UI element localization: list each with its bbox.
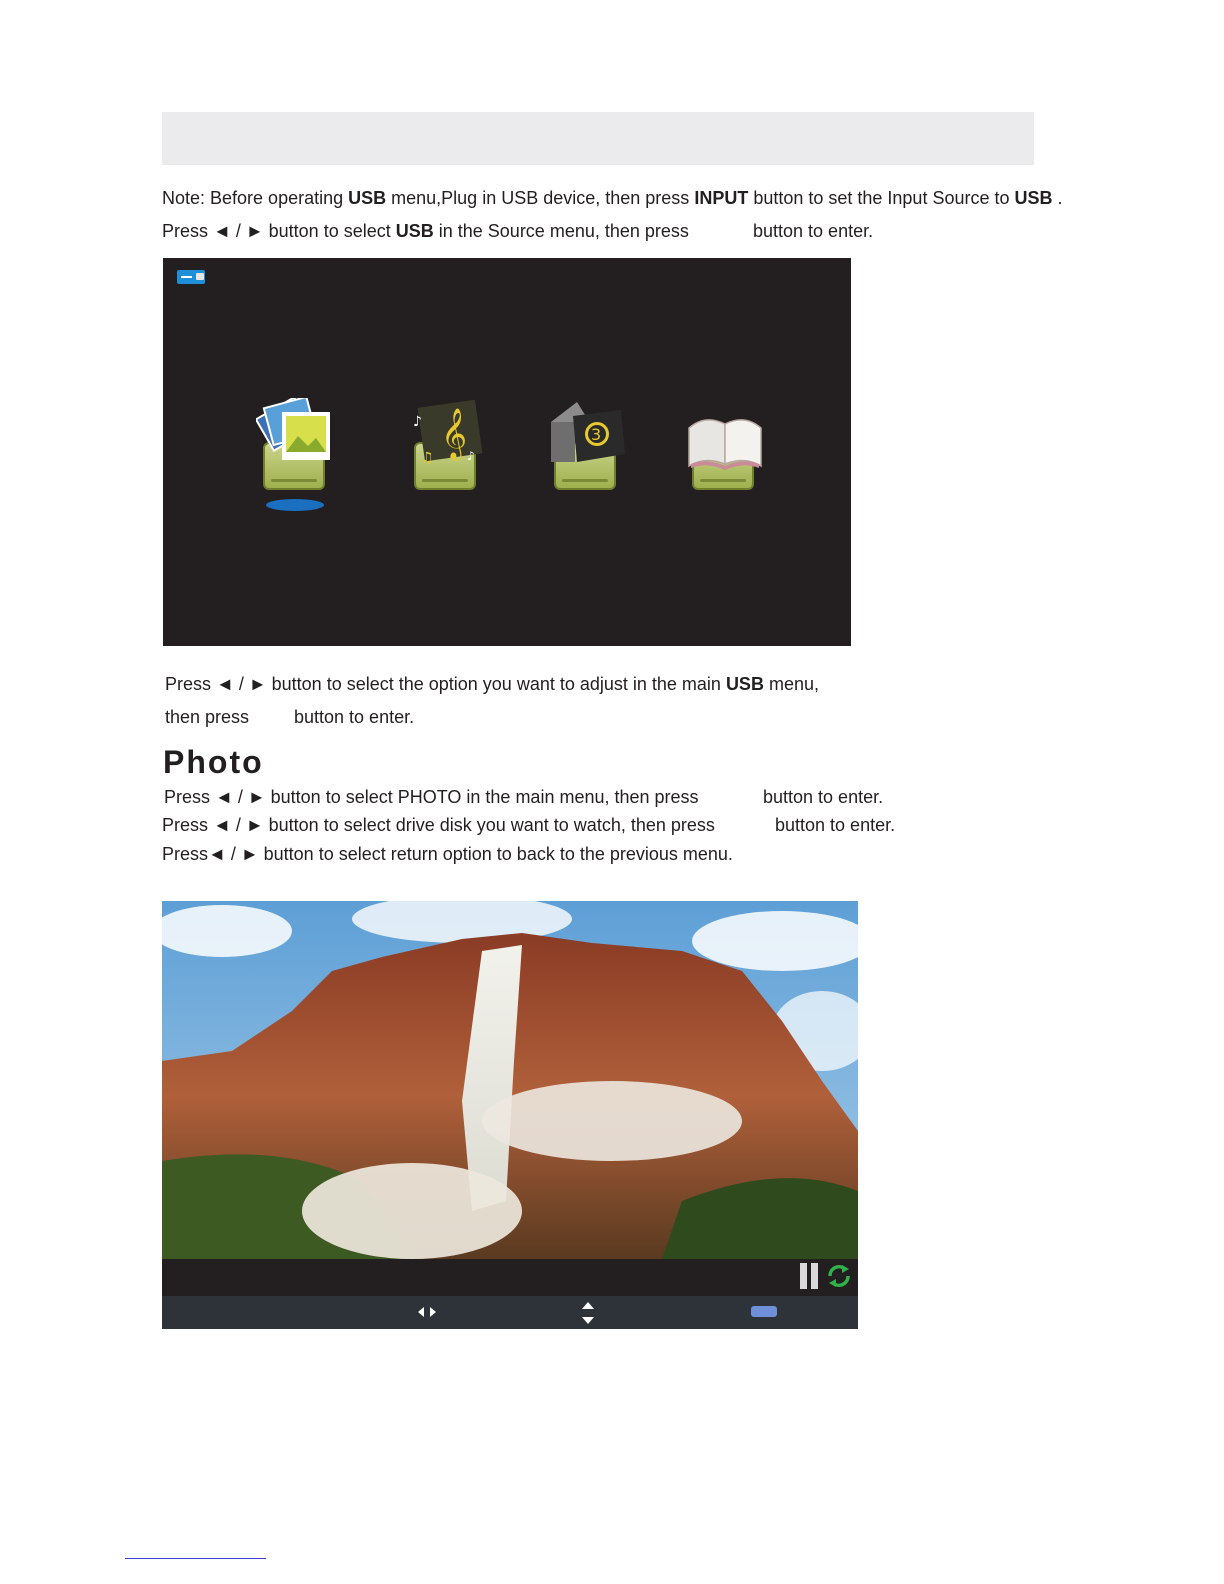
note-line: Note: Before operating USB menu,Plug in USB device, then press INPUT button to set the Input Source to USB . (162, 188, 1063, 208)
svg-text:♪: ♪ (467, 449, 475, 463)
usb-menu-screen (163, 258, 851, 646)
header-band (162, 112, 1034, 165)
source-instruction-end: button to enter. (753, 221, 874, 241)
waterfall-photo (162, 901, 858, 1259)
svg-text:♪: ♪ (413, 414, 422, 430)
footer-rule (125, 1558, 266, 1559)
photo-line-2-end: button to enter. (775, 815, 896, 835)
blue-key-icon (751, 1306, 777, 1317)
menu-item-photo[interactable] (256, 398, 336, 498)
source-instruction-line: Press ◄ / ► button to select USB in the Source menu, then press (162, 221, 689, 241)
menu-item-music[interactable] (407, 398, 487, 498)
movie-icon (547, 398, 627, 478)
book-icon (685, 398, 765, 478)
photo-viewer-screen (162, 901, 858, 1329)
photo-line-1-end: button to enter. (763, 787, 884, 807)
music-icon (407, 398, 487, 478)
photo-line-1: Press ◄ / ► button to select PHOTO in the main menu, then press (164, 787, 699, 807)
photo-icon (256, 398, 336, 478)
up-down-arrows-icon (580, 1301, 596, 1325)
photo-line-3: Press◄ / ► button to select return option to back to the previous menu. (162, 844, 733, 864)
left-right-arrows-icon (416, 1305, 438, 1319)
svg-text:3: 3 (591, 425, 602, 444)
menu-item-text[interactable] (685, 398, 765, 498)
svg-text:♫: ♫ (421, 450, 434, 466)
pause-icon[interactable] (800, 1263, 820, 1289)
info-bar (162, 1259, 858, 1296)
usb-source-icon (177, 270, 205, 284)
repeat-icon[interactable] (826, 1263, 852, 1289)
main-menu-line-2-end: button to enter. (294, 707, 415, 727)
svg-text:𝄞: 𝄞 (441, 408, 468, 459)
selection-indicator (266, 499, 324, 511)
main-menu-line: Press ◄ / ► button to select the option you want to adjust in the main USB menu, (165, 674, 819, 694)
menu-item-movie[interactable] (547, 398, 627, 498)
main-menu-line-2: then press (165, 707, 250, 727)
photo-heading: Photo (163, 744, 264, 780)
photo-line-2: Press ◄ / ► button to select drive disk you want to watch, then press (162, 815, 715, 835)
